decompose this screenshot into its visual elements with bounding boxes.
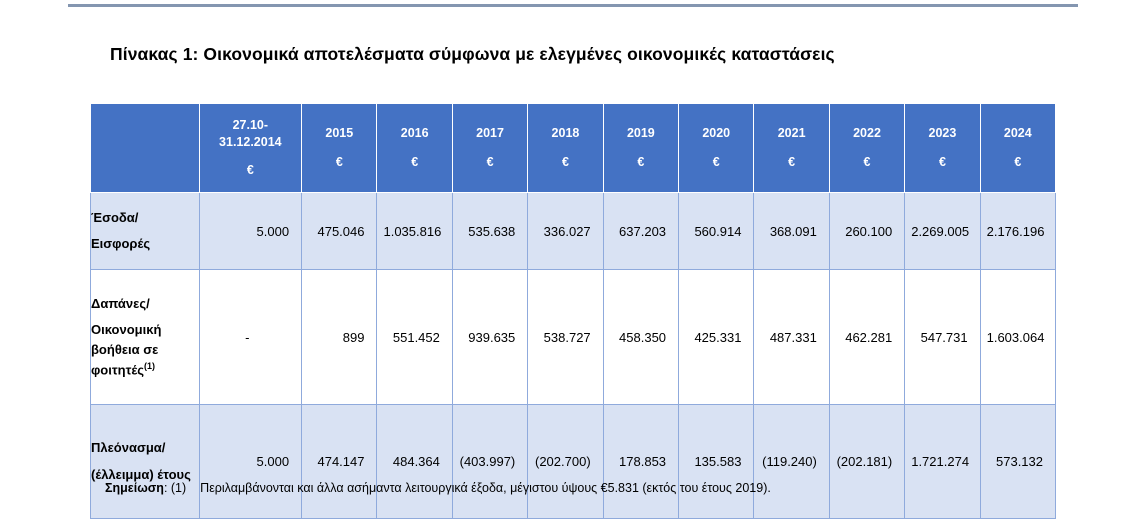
header-col-2024: [980, 104, 1055, 193]
header-2021-year: 2021: [777, 126, 806, 141]
row-label-revenue-line2: Εισφορές: [91, 236, 151, 251]
row-label-expenses-line2: [91, 320, 199, 381]
cell-expenses-2015: 899: [302, 270, 377, 405]
header-col-2020: [679, 104, 754, 193]
cell-revenue-2024: 2.176.196: [980, 193, 1055, 270]
header-2014-line1: 27.10-: [232, 117, 269, 132]
cell-revenue-2019: 637.203: [603, 193, 678, 270]
header-2017-currency: €: [486, 155, 494, 169]
cell-expenses-2019: 458.350: [603, 270, 678, 405]
table-row: [91, 405, 1056, 519]
cell-surplus-2016: 484.364: [377, 405, 452, 519]
header-2021-currency: €: [788, 155, 796, 169]
footnote-text: Περιλαμβάνονται και άλλα ασήμαντα λειτουργικά έξοδα, μέγιστου ύψους €5.831 (εκτός του έτους 2019).: [200, 481, 771, 495]
table-row: [91, 193, 1056, 270]
header-col-2022: [829, 104, 904, 193]
header-2024-year: 2024: [1003, 126, 1032, 141]
header-2022-year: 2022: [853, 126, 881, 141]
row-label-surplus: [91, 405, 200, 519]
footnote-marker: : (1): [163, 481, 187, 495]
cell-surplus-2014: 5.000: [199, 405, 302, 519]
header-2019-year: 2019: [626, 126, 655, 141]
header-2023-year: 2023: [928, 126, 957, 141]
cell-revenue-2017: 535.638: [452, 193, 527, 270]
footnote-label: Σημείωση: [105, 481, 164, 495]
header-2016-currency: €: [411, 155, 419, 169]
row-label-revenue-line1: Έσοδα/: [91, 209, 139, 225]
header-2020-year: 2020: [702, 126, 731, 141]
cell-revenue-2016: 1.035.816: [377, 193, 452, 270]
header-corner-cell: [91, 104, 200, 193]
header-2016-year: 2016: [400, 126, 429, 141]
table-footnote: [105, 481, 771, 495]
cell-surplus-2023: 1.721.274: [905, 405, 980, 519]
cell-surplus-2021: (119.240): [754, 405, 829, 519]
row-label-expenses: [91, 270, 200, 405]
top-horizontal-rule: [68, 4, 1078, 7]
cell-expenses-2023: 547.731: [905, 270, 980, 405]
header-col-2016: [377, 104, 452, 193]
header-2024-currency: €: [1014, 155, 1022, 169]
header-2015-year: 2015: [325, 126, 354, 141]
table-header-row: [91, 104, 1056, 193]
header-2019-currency: €: [637, 155, 645, 169]
cell-revenue-2022: 260.100: [829, 193, 904, 270]
cell-revenue-2020: 560.914: [679, 193, 754, 270]
cell-expenses-2022: 462.281: [829, 270, 904, 405]
header-col-2017: [452, 104, 527, 193]
cell-surplus-2019: 178.853: [603, 405, 678, 519]
cell-revenue-2014: 5.000: [199, 193, 302, 270]
table-title: Πίνακας 1: Οικονομικά αποτελέσματα σύμφωνα με ελεγμένες οικονομικές καταστάσεις: [110, 44, 835, 64]
row-label-revenue: [91, 193, 200, 270]
header-2018-year: 2018: [551, 126, 580, 141]
header-col-2023: [905, 104, 980, 193]
cell-expenses-2024: 1.603.064: [980, 270, 1055, 405]
cell-expenses-2021: 487.331: [754, 270, 829, 405]
footnote-marker-expenses: (1): [144, 360, 156, 371]
cell-revenue-2023: 2.269.005: [905, 193, 980, 270]
header-2018-currency: €: [561, 155, 569, 169]
cell-expenses-2018: 538.727: [528, 270, 603, 405]
cell-surplus-2017: (403.997): [452, 405, 527, 519]
header-2017-year: 2017: [476, 126, 504, 141]
header-col-2018: [528, 104, 603, 193]
row-label-expenses-line1: Δαπάνες/: [91, 295, 150, 311]
row-label-expenses-text: Οικονομική βοήθεια σε φοιτητές: [91, 321, 162, 378]
row-label-surplus-line2: (έλλειμμα) έτους: [91, 466, 191, 482]
cell-revenue-2015: 475.046: [302, 193, 377, 270]
cell-expenses-2014: -: [199, 270, 302, 405]
financial-results-table: [90, 103, 1056, 519]
header-2023-currency: €: [938, 155, 946, 169]
cell-surplus-2020: 135.583: [679, 405, 754, 519]
cell-revenue-2021: 368.091: [754, 193, 829, 270]
cell-surplus-2015: 474.147: [302, 405, 377, 519]
header-2015-currency: €: [335, 155, 343, 169]
cell-expenses-2017: 939.635: [452, 270, 527, 405]
cell-revenue-2018: 336.027: [528, 193, 603, 270]
header-2022-currency: €: [863, 155, 871, 169]
cell-expenses-2020: 425.331: [679, 270, 754, 405]
table-row: [91, 270, 1056, 405]
header-col-2019: [603, 104, 678, 193]
cell-surplus-2018: (202.700): [528, 405, 603, 519]
cell-expenses-2016: 551.452: [377, 270, 452, 405]
header-2014-line2: 31.12.2014: [219, 134, 282, 149]
cell-surplus-2024: 573.132: [980, 405, 1055, 519]
header-col-2014: [199, 104, 302, 193]
header-2020-currency: €: [712, 155, 720, 169]
header-col-2021: [754, 104, 829, 193]
header-2014-currency: €: [246, 163, 254, 178]
cell-surplus-2022: (202.181): [829, 405, 904, 519]
row-label-surplus-line1: Πλεόνασμα/: [91, 440, 166, 456]
header-col-2015: [302, 104, 377, 193]
